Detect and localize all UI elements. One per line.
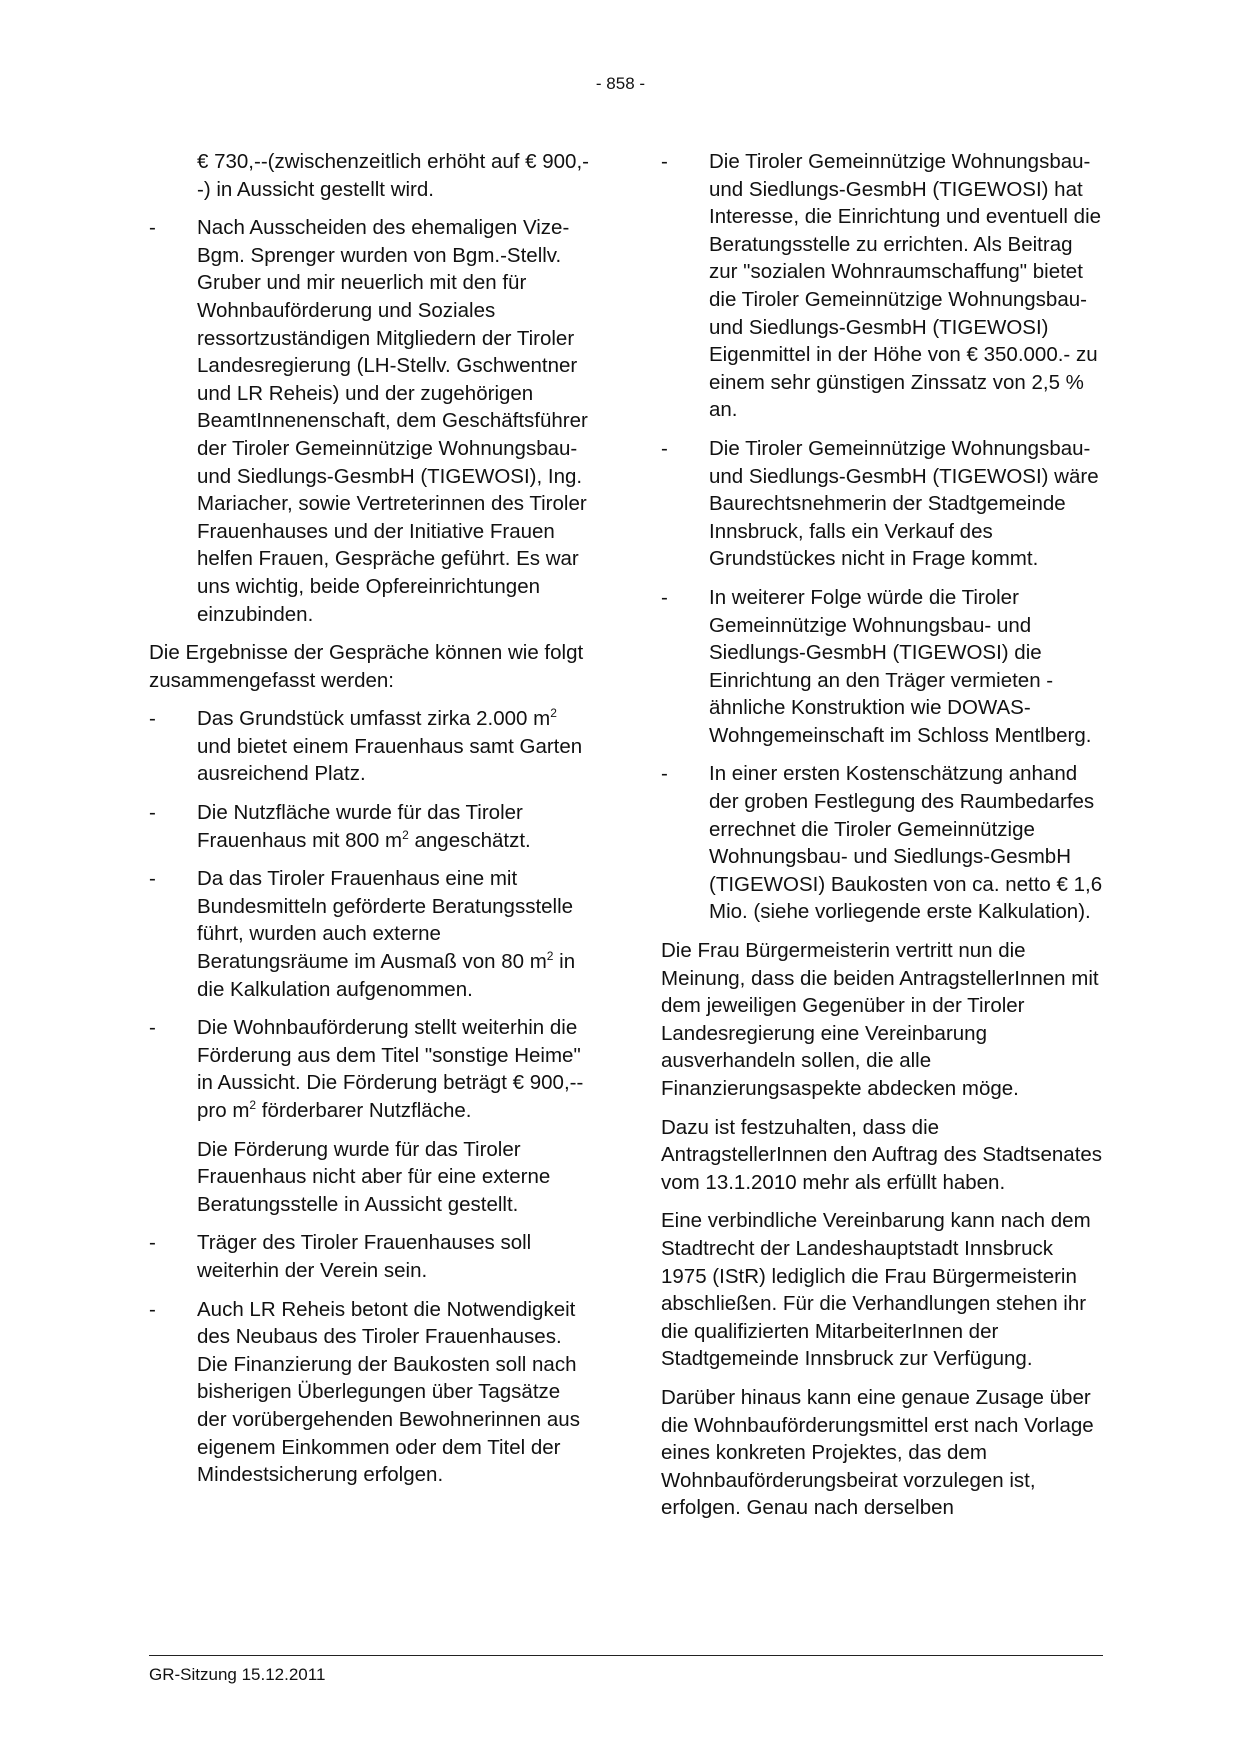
bullet-text: Die Tiroler Gemeinnützige Wohnungsbau- und Siedlungs-GesmbH (TIGEWOSI) hat Interesse, die Einrichtung und eventuell die Beratungsstelle zu errichten. Als Beitrag zur "sozialen Wohnraumschaffung" bietet die Tiroler Gemeinnützige Wohnungsbau- und Siedlungs-GesmbH (TIGEWOSI) Eigenmittel in der Höhe von € 350.000.- zu einem sehr günstigen Zinssatz von 2,5 % an. bbox=[709, 150, 1102, 422]
text-part: angeschätzt. bbox=[408, 828, 531, 852]
bullet-dash: - bbox=[149, 801, 156, 825]
bullet-text: In weiterer Folge würde die Tiroler Gemeinnützige Wohnungsbau- und Siedlungs-GesmbH (TIGEWOSI) die Einrichtung an den Träger vermieten - ähnliche Konstruktion wie DOWAS-Wohngemeinschaft im Schloss Mentlberg. bbox=[709, 585, 1092, 747]
bullet-dash: - bbox=[661, 150, 668, 173]
bullet-dash: - bbox=[149, 1016, 156, 1040]
continued-paragraph: € 730,--(zwischenzeitlich erhöht auf € 900,--) in Aussicht gestellt wird. bbox=[197, 150, 589, 201]
right-column bbox=[661, 148, 1103, 1533]
superscript: 2 bbox=[550, 706, 557, 721]
bullet-item bbox=[149, 214, 591, 628]
page-number: - 858 - bbox=[595, 74, 646, 93]
superscript: 2 bbox=[546, 949, 554, 964]
footer-session-date: GR-Sitzung 15.12.2011 bbox=[149, 1665, 326, 1684]
bullet-item bbox=[661, 435, 1103, 573]
paragraph: Die Ergebnisse der Gespräche können wie folgt zusammengefasst werden: bbox=[149, 641, 584, 692]
bullet-text: Die Tiroler Gemeinnützige Wohnungsbau- und Siedlungs-GesmbH (TIGEWOSI) wäre Baurechtsnehmerin der Stadtgemeinde Innsbruck, falls ein Verkauf des Grundstückes nicht in Frage kommt. bbox=[709, 436, 1099, 571]
text-part: förderbarer Nutzfläche. bbox=[256, 1099, 472, 1122]
bullet-item bbox=[149, 865, 591, 1003]
indented-paragraph: Die Förderung wurde für das Tiroler Frauenhaus nicht aber für eine externe Beratungsstelle in Aussicht gestellt. bbox=[197, 1137, 551, 1216]
bullet-dash: - bbox=[149, 1231, 156, 1255]
bullet-item bbox=[149, 1296, 591, 1489]
paragraph: Dazu ist festzuhalten, dass die AntragstellerInnen den Auftrag des Stadtsenates vom 13.1.2010 mehr als erfüllt haben. bbox=[661, 1115, 1103, 1194]
text-part: Die Nutzfläche wurde für das Tiroler Frauenhaus mit 800 m bbox=[197, 801, 523, 852]
bullet-text bbox=[197, 707, 582, 785]
bullet-text: Auch LR Reheis betont die Notwendigkeit des Neubaus des Tiroler Frauenhauses. Die Finanzierung der Baukosten soll nach bisherigen Überlegungen über Tagsätze der vorübergehenden Bewohnerinnen aus eigenem Einkommen oder dem Titel der Mindestsicherung erfolgen. bbox=[197, 1297, 580, 1487]
bullet-dash: - bbox=[149, 707, 156, 731]
text-part: Die Wohnbauförderung stellt weiterhin die Förderung aus dem Titel "sonstige Heime" in Aussicht. Die Förderung beträgt € 900,-- pro m bbox=[197, 1016, 584, 1122]
bullet-dash: - bbox=[149, 216, 156, 240]
bullet-item bbox=[149, 705, 591, 788]
bullet-item bbox=[661, 584, 1103, 750]
bullet-item bbox=[661, 760, 1103, 926]
superscript: 2 bbox=[402, 827, 409, 842]
text-part: und bietet einem Frauenhaus samt Garten ausreichend Platz. bbox=[197, 734, 583, 786]
bullet-dash: - bbox=[149, 1297, 156, 1321]
bullet-item bbox=[149, 1014, 591, 1124]
bullet-text: Träger des Tiroler Frauenhauses soll weiterhin der Verein sein. bbox=[197, 1231, 532, 1282]
bullet-text bbox=[197, 801, 531, 852]
text-part: in die Kalkulation aufgenommen. bbox=[197, 950, 576, 1001]
bullet-text bbox=[197, 867, 575, 1000]
bullet-item bbox=[149, 1229, 591, 1284]
left-column bbox=[149, 148, 591, 1500]
paragraph: Darüber hinaus kann eine genaue Zusage über die Wohnbauförderungsmittel erst nach Vorlage eines konkreten Projektes, das dem Wohnbauförderungsbeirat vorzulegen ist, erfolgen. Genau nach derselben bbox=[661, 1385, 1094, 1520]
bullet-text: In einer ersten Kostenschätzung anhand der groben Festlegung des Raumbedarfes errechnet die Tiroler Gemeinnützige Wohnungsbau- und Siedlungs-GesmbH (TIGEWOSI) Baukosten von ca. netto € 1,6 Mio. (siehe vorliegende erste Kalkulation). bbox=[709, 762, 1103, 924]
bullet-text bbox=[197, 1016, 583, 1122]
bullet-text: Nach Ausscheiden des ehemaligen Vize-Bgm. Sprenger wurden von Bgm.-Stellv. Gruber und mir neuerlich mit den für Wohnbauförderung und Soziales ressortzuständigen Mitgliedern der Tiroler Landesregierung (LH-Stellv. Gschwentner und LR Reheis) und der zugehörigen BeamtInnenenschaft, dem Geschäftsführer der Tiroler Gemeinnützige Wohnungsbau- und Siedlungs-GesmbH (TIGEWOSI), Ing. Mariacher, sowie Vertreterinnen des Tiroler Frauenhauses und der Initiative Frauen helfen Frauen, Gespräche geführt. Es war uns wichtig, beide Opfereinrichtungen einzubinden. bbox=[197, 216, 588, 626]
bullet-dash: - bbox=[149, 867, 156, 891]
text-part: Das Grundstück umfasst zirka 2.000 m bbox=[197, 707, 551, 731]
paragraph: Eine verbindliche Vereinbarung kann nach dem Stadtrecht der Landeshauptstadt Innsbruck 1975 (IStR) lediglich die Frau Bürgermeisterin abschließen. Für die Verhandlungen stehen ihr die qualifizierten MitarbeiterInnen der Stadtgemeinde Innsbruck zur Verfügung. bbox=[661, 1209, 1091, 1371]
text-part: Da das Tiroler Frauenhaus eine mit Bundesmitteln geförderte Beratungsstelle führt, wurden auch externe Beratungsräume im Ausmaß von 80 m bbox=[197, 867, 574, 974]
superscript: 2 bbox=[249, 1098, 257, 1112]
bullet-dash: - bbox=[661, 762, 668, 786]
bullet-item bbox=[149, 799, 591, 854]
bullet-dash: - bbox=[661, 436, 668, 460]
bullet-item bbox=[661, 148, 1103, 424]
bullet-dash: - bbox=[661, 585, 668, 609]
paragraph: Die Frau Bürgermeisterin vertritt nun die Meinung, dass die beiden AntragstellerInnen mit dem jeweiligen Gegenüber in der Tiroler Landesregierung eine Vereinbarung ausverhandeln sollen, die alle Finanzierungsaspekte abdecken möge. bbox=[661, 939, 1099, 1100]
footer-divider bbox=[149, 1655, 1103, 1656]
